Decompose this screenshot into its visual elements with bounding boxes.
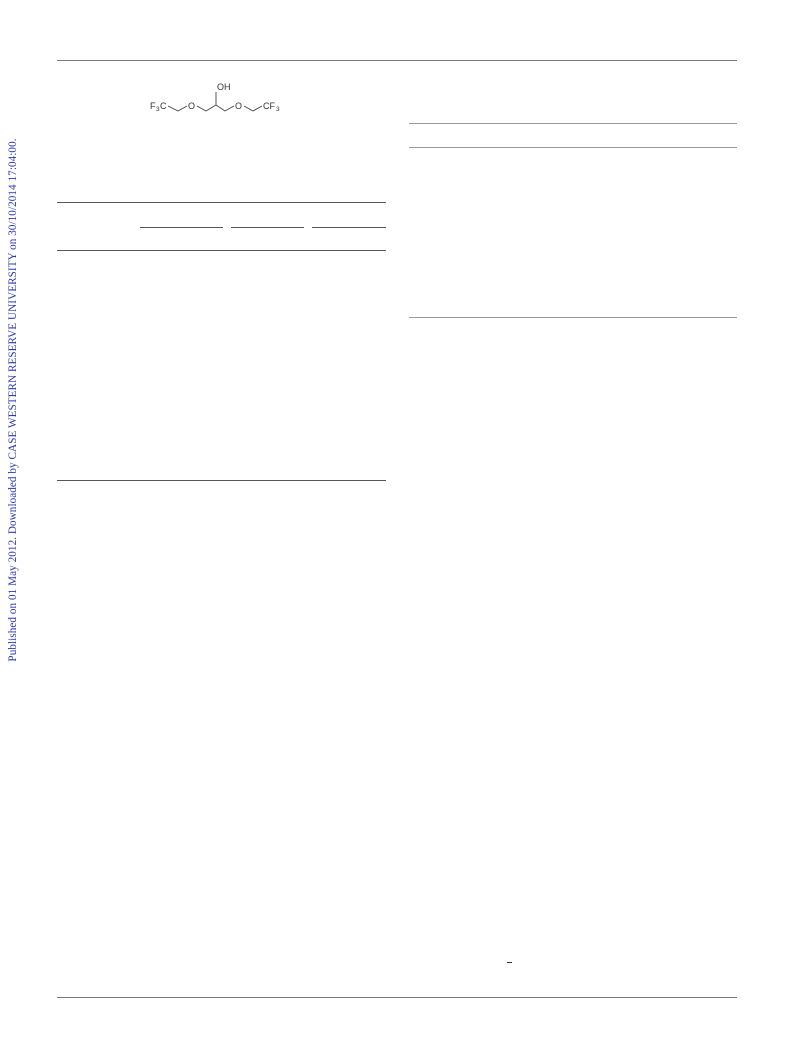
hydroxyl-label: OH bbox=[217, 82, 231, 92]
bond-chain-center bbox=[197, 105, 234, 111]
ether-o-left: O bbox=[188, 101, 196, 111]
molecule-drawing bbox=[140, 70, 310, 120]
bond-chain-right bbox=[244, 106, 262, 111]
chemical-structure bbox=[140, 70, 310, 120]
right-table-top-rule bbox=[409, 123, 737, 124]
left-c-label: C bbox=[160, 101, 167, 111]
left-table-span-rule-2 bbox=[231, 227, 304, 228]
right-cf-label: CF bbox=[263, 101, 275, 111]
footer-rule bbox=[57, 997, 737, 998]
download-watermark bbox=[4, 138, 22, 662]
header-rule bbox=[57, 60, 737, 61]
left-table-span-rule-3 bbox=[312, 227, 386, 228]
left-table-header-rule bbox=[57, 250, 386, 251]
left-sub-label: 3 bbox=[156, 106, 160, 113]
bond-chain-left bbox=[168, 106, 187, 111]
ether-o-right: O bbox=[235, 101, 243, 111]
left-table-bottom-rule bbox=[57, 480, 386, 481]
download-watermark-text: Published on 01 May 2012. Downloaded by CASE WESTERN RESERVE UNIVERSITY on 30/10/2014 17:04:00. bbox=[7, 138, 19, 662]
right-table-header-rule bbox=[409, 147, 737, 148]
left-f-label: F bbox=[150, 101, 156, 111]
right-table-bottom-rule bbox=[409, 317, 737, 318]
right-sub-label: 3 bbox=[276, 106, 280, 113]
dash-mark bbox=[507, 962, 512, 963]
left-table-top-rule bbox=[57, 202, 386, 203]
left-table-span-rule-1 bbox=[140, 227, 223, 228]
